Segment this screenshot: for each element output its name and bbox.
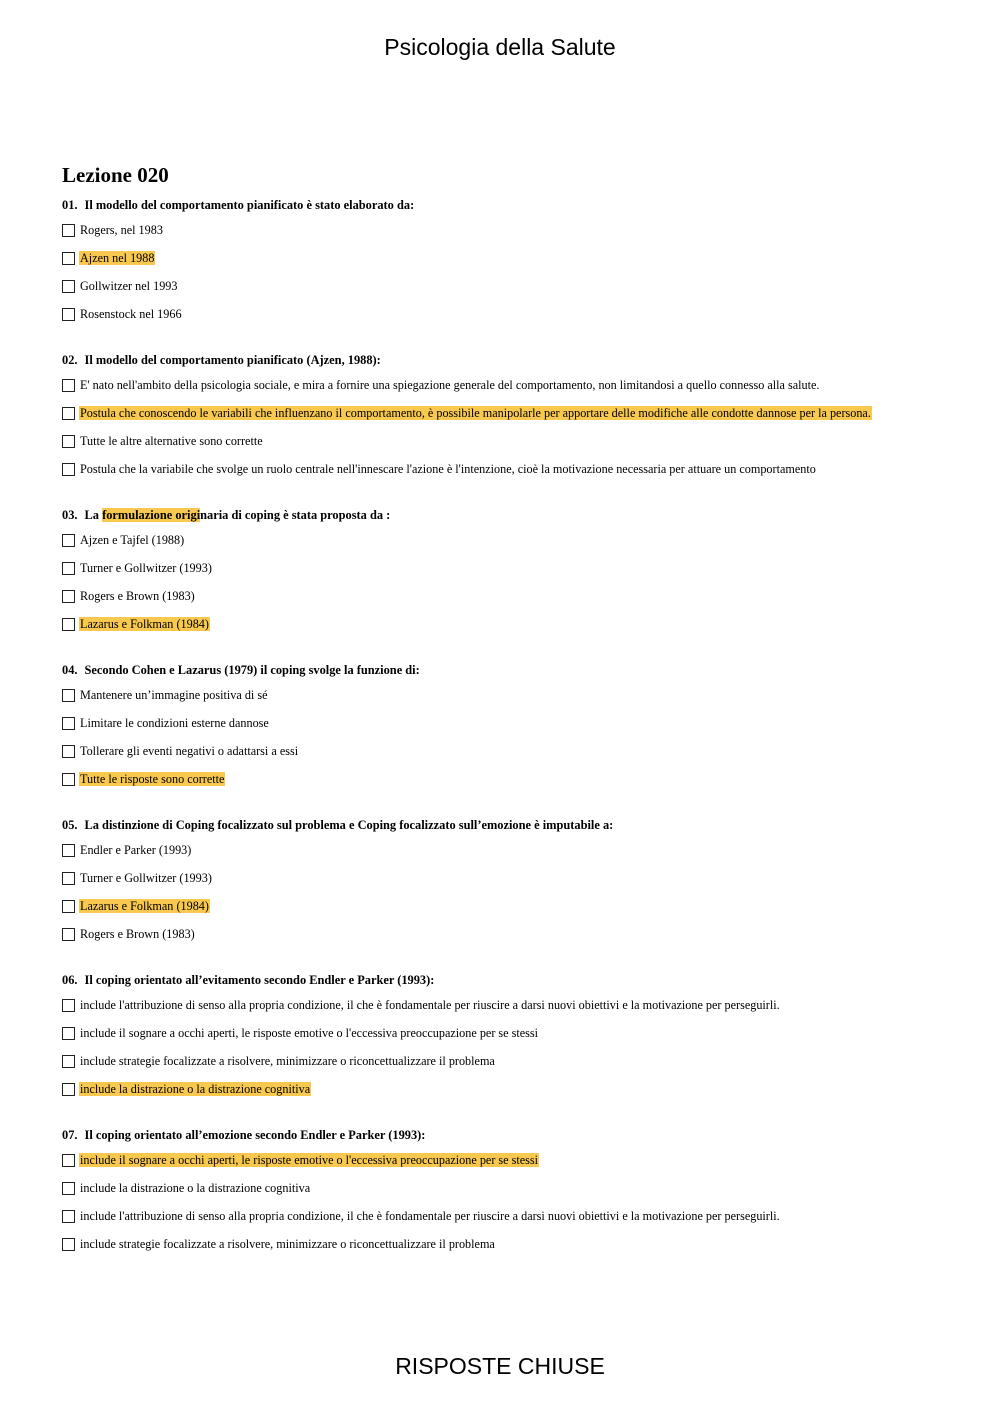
answer-option[interactable] (62, 892, 962, 920)
answer-checkbox[interactable] (62, 872, 75, 885)
answer-checkbox[interactable] (62, 928, 75, 941)
question-text-highlight: formulazione origi (102, 508, 201, 522)
answer-option[interactable] (62, 1075, 962, 1103)
answer-option[interactable] (62, 765, 962, 793)
answer-option-label-highlighted: Tutte le risposte sono corrette (80, 772, 225, 786)
answer-option-label-highlighted: Lazarus e Folkman (1984) (80, 617, 209, 631)
answer-option-label: include strategie focalizzate a risolvere, minimizzare o riconcettualizzare il problema (80, 1237, 495, 1251)
answer-option-label: E' nato nell'ambito della psicologia sociale, e mira a fornire una spiegazione generale del comportamento, non limitandosi a quello connesso alla salute. (80, 378, 820, 392)
answer-option[interactable] (62, 216, 962, 244)
answer-option-label: Turner e Gollwitzer (1993) (80, 871, 212, 885)
answer-option[interactable] (62, 371, 962, 399)
answer-option-label-highlighted: include il sognare a occhi aperti, le risposte emotive o l'eccessiva preoccupazione per se stessi (80, 1153, 539, 1167)
answer-option-label: Tollerare gli eventi negativi o adattarsi a essi (80, 744, 299, 758)
answer-option-label: Ajzen e Tajfel (1988) (80, 533, 185, 547)
answer-option-label: Rogers e Brown (1983) (80, 927, 195, 941)
answer-option-label: include il sognare a occhi aperti, le risposte emotive o l'eccessiva preoccupazione per se stessi (80, 1026, 539, 1040)
answer-checkbox[interactable] (62, 618, 75, 631)
question-block (62, 1125, 962, 1258)
question-block (62, 505, 962, 638)
answer-checkbox[interactable] (62, 900, 75, 913)
answer-option[interactable] (62, 610, 962, 638)
question-block (62, 195, 962, 328)
question-number: 03. (62, 508, 78, 522)
answer-option[interactable] (62, 427, 962, 455)
answer-option[interactable] (62, 272, 962, 300)
question-block (62, 660, 962, 793)
answer-checkbox[interactable] (62, 407, 75, 420)
answer-checkbox[interactable] (62, 224, 75, 237)
page-header-title: Psicologia della Salute (384, 34, 616, 60)
answer-option[interactable] (62, 920, 962, 948)
answer-option[interactable] (62, 300, 962, 328)
question-text-segment: La distinzione di Coping focalizzato sul problema e Coping focalizzato sull’emozione è imputabile a: (84, 818, 614, 832)
answer-option[interactable] (62, 1019, 962, 1047)
answer-option-label: Tutte le altre alternative sono corrette (80, 434, 263, 448)
question-text-segment: Secondo Cohen e Lazarus (1979) il coping svolge la funzione di: (84, 663, 420, 677)
answer-checkbox[interactable] (62, 562, 75, 575)
question-block (62, 970, 962, 1103)
answer-checkbox[interactable] (62, 689, 75, 702)
answer-option[interactable] (62, 1174, 962, 1202)
question-list (62, 195, 962, 1280)
question-text (62, 350, 962, 370)
page-footer-text: RISPOSTE CHIUSE (395, 1353, 605, 1379)
answer-checkbox[interactable] (62, 280, 75, 293)
question-number: 06. (62, 973, 78, 987)
answer-checkbox[interactable] (62, 463, 75, 476)
answer-option[interactable] (62, 1230, 962, 1258)
answer-checkbox[interactable] (62, 252, 75, 265)
answer-checkbox[interactable] (62, 999, 75, 1012)
question-text (62, 815, 962, 835)
answer-option-label: Mantenere un’immagine positiva di sé (80, 688, 268, 702)
answer-option-label-highlighted: Ajzen nel 1988 (80, 251, 155, 265)
answer-option[interactable] (62, 709, 962, 737)
question-text (62, 970, 962, 990)
answer-checkbox[interactable] (62, 534, 75, 547)
answer-option[interactable] (62, 737, 962, 765)
question-block (62, 815, 962, 948)
answer-option[interactable] (62, 1146, 962, 1174)
answer-checkbox[interactable] (62, 379, 75, 392)
answer-option-label-highlighted: include la distrazione o la distrazione cognitiva (80, 1082, 311, 1096)
question-block (62, 350, 962, 483)
question-number: 01. (62, 198, 78, 212)
answer-checkbox[interactable] (62, 1055, 75, 1068)
answer-option-label: include l'attribuzione di senso alla propria condizione, il che è fondamentale per riuscire a darsi nuovi obiettivi e la motivazione per perseguirli. (80, 1209, 780, 1223)
answer-option[interactable] (62, 244, 962, 272)
answer-checkbox[interactable] (62, 435, 75, 448)
answer-option-label: Turner e Gollwitzer (1993) (80, 561, 212, 575)
answer-checkbox[interactable] (62, 590, 75, 603)
answer-option-label: Rosenstock nel 1966 (80, 307, 182, 321)
question-text-segment: Il coping orientato all’emozione secondo Endler e Parker (1993): (84, 1128, 426, 1142)
answer-option-label: Limitare le condizioni esterne dannose (80, 716, 269, 730)
answer-checkbox[interactable] (62, 1210, 75, 1223)
answer-option[interactable] (62, 399, 962, 427)
answer-checkbox[interactable] (62, 1027, 75, 1040)
answer-option[interactable] (62, 455, 962, 483)
answer-option[interactable] (62, 991, 962, 1019)
question-text-segment: Il modello del comportamento pianificato è stato elaborato da: (84, 198, 415, 212)
answer-checkbox[interactable] (62, 773, 75, 786)
answer-option-label: include la distrazione o la distrazione cognitiva (80, 1181, 311, 1195)
answer-option-label: Rogers, nel 1983 (80, 223, 163, 237)
answer-checkbox[interactable] (62, 1182, 75, 1195)
answer-option[interactable] (62, 554, 962, 582)
question-text (62, 505, 962, 525)
lesson-title: Lezione 020 (62, 163, 169, 187)
answer-option[interactable] (62, 681, 962, 709)
answer-option-label-highlighted: Postula che conoscendo le variabili che influenzano il comportamento, è possibile manipolarle per apportare delle modifiche alle condotte dannose per la persona. (80, 406, 871, 420)
question-number: 02. (62, 353, 78, 367)
answer-option-label: Postula che la variabile che svolge un ruolo centrale nell'innescare l'azione è l'intenzione, cioè la motivazione necessaria per attuare un comportamento (80, 462, 816, 476)
answer-checkbox[interactable] (62, 717, 75, 730)
answer-option[interactable] (62, 1202, 962, 1230)
answer-checkbox[interactable] (62, 844, 75, 857)
question-text-segment: Il coping orientato all’evitamento secondo Endler e Parker (1993): (84, 973, 435, 987)
answer-option[interactable] (62, 836, 962, 864)
answer-option-label: include strategie focalizzate a risolvere, minimizzare o riconcettualizzare il problema (80, 1054, 495, 1068)
answer-checkbox[interactable] (62, 1238, 75, 1251)
answer-option[interactable] (62, 1047, 962, 1075)
question-text-segment: La (84, 508, 103, 522)
answer-checkbox[interactable] (62, 1154, 75, 1167)
answer-option[interactable] (62, 526, 962, 554)
answer-option[interactable] (62, 864, 962, 892)
answer-checkbox[interactable] (62, 745, 75, 758)
answer-checkbox[interactable] (62, 308, 75, 321)
question-number: 04. (62, 663, 78, 677)
question-text-segment: Il modello del comportamento pianificato (Ajzen, 1988): (84, 353, 381, 367)
question-text (62, 195, 962, 215)
answer-option-label: Gollwitzer nel 1993 (80, 279, 178, 293)
question-text (62, 1125, 962, 1145)
answer-option-label: include l'attribuzione di senso alla propria condizione, il che è fondamentale per riuscire a darsi nuovi obiettivi e la motivazione per perseguirli. (80, 998, 780, 1012)
question-text-segment: naria di coping è stata proposta da : (200, 508, 391, 522)
answer-option-label: Rogers e Brown (1983) (80, 589, 195, 603)
answer-option-label: Endler e Parker (1993) (80, 843, 192, 857)
question-number: 05. (62, 818, 78, 832)
question-number: 07. (62, 1128, 78, 1142)
answer-option-label-highlighted: Lazarus e Folkman (1984) (80, 899, 209, 913)
answer-option[interactable] (62, 582, 962, 610)
answer-checkbox[interactable] (62, 1083, 75, 1096)
question-text (62, 660, 962, 680)
